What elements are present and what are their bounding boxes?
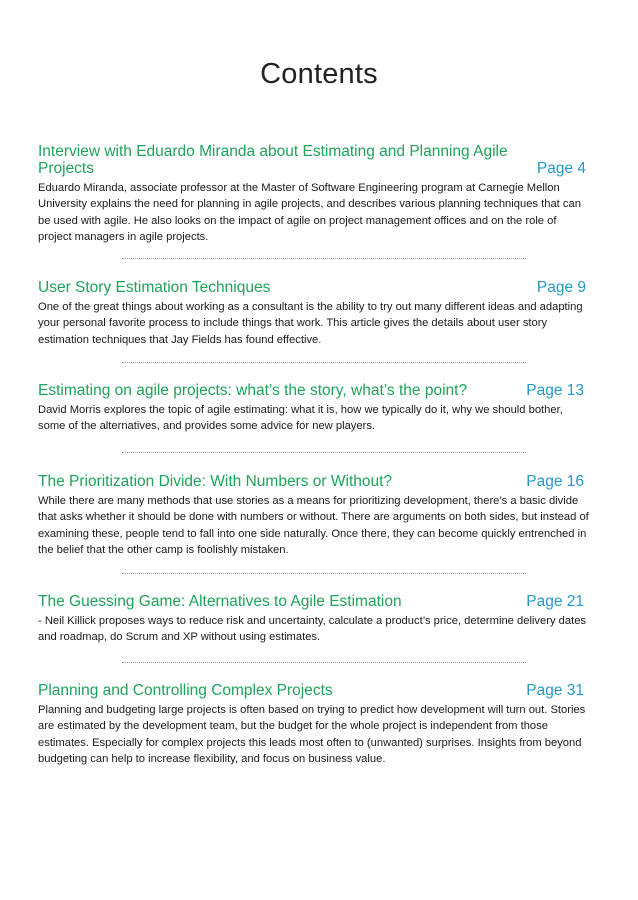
toc-entry-page[interactable]: Page 21 xyxy=(526,593,584,610)
dotted-divider xyxy=(122,452,526,453)
toc-entry[interactable] xyxy=(38,143,594,246)
toc-entry-page[interactable]: Page 16 xyxy=(526,473,584,490)
toc-entry[interactable] xyxy=(38,682,594,768)
toc-entry[interactable] xyxy=(38,279,594,348)
toc-entry-page[interactable]: Page 4 xyxy=(536,160,586,177)
toc-entry-title[interactable]: Planning and Controlling Complex Projects xyxy=(38,682,333,699)
toc-entry-title[interactable]: The Guessing Game: Alternatives to Agile Estimation xyxy=(38,593,402,610)
dotted-divider xyxy=(122,662,526,663)
toc-entry-description: - Neil Killick proposes ways to reduce risk and uncertainty, calculate a product’s price, determine delivery dates and roadmap, do Scrum and XP without using estimates. xyxy=(38,615,587,644)
dotted-divider xyxy=(122,573,526,574)
page-title: Contents xyxy=(260,58,378,90)
toc-entry-description: One of the great things about working as a consultant is the ability to try out many different ideas and adapting your personal favorite process to include things that work. This article gives the details about user story estimation techniques that Jay Fields has found effective. xyxy=(38,301,583,346)
toc-entry[interactable] xyxy=(38,382,594,435)
dotted-divider xyxy=(122,258,526,259)
dotted-divider xyxy=(122,362,526,363)
toc-entry-title[interactable]: Estimating on agile projects: what’s the story, what’s the point? xyxy=(38,382,468,399)
toc-entry-page[interactable]: Page 13 xyxy=(526,382,584,399)
toc-entry-description: Eduardo Miranda, associate professor at the Master of Software Engineering program at Carnegie Mellon University explains the need for planning in agile projects, and describes various planning techniques that can be used with agile. He also looks on the impact of agile on project management offices and on the role of project managers in agile projects. xyxy=(38,182,581,244)
toc-entry-description: David Morris explores the topic of agile estimating: what it is, how we typically do it, why we should bother, some of the alternatives, and provides some advice for new players. xyxy=(38,404,563,433)
toc-entry-title[interactable]: User Story Estimation Techniques xyxy=(38,279,271,296)
toc-entry[interactable] xyxy=(38,473,594,559)
toc-entry-title[interactable]: Interview with Eduardo Miranda about Estimating and Planning Agile Projects xyxy=(38,143,508,177)
toc-entry-page[interactable]: Page 31 xyxy=(526,682,584,699)
toc-entry-page[interactable]: Page 9 xyxy=(536,279,586,296)
toc-entry-title[interactable]: The Prioritization Divide: With Numbers or Without? xyxy=(38,473,393,490)
toc-entry-description: Planning and budgeting large projects is often based on trying to predict how development will turn out. Stories are estimated by the development team, but the budget for the whole project is independent from those estimates. Especially for complex projects this leads most often to (unwanted) surprises. Insights from beyond budgeting can help to increase flexibility, and focus on business value. xyxy=(38,704,586,766)
toc-entry[interactable] xyxy=(38,593,594,646)
toc-entry-description: While there are many methods that use stories as a means for prioritizing development, there’s a basic divide that asks whether it should be done with numbers or without. There are arguments on both sides, but instead of examining these, people tend to fall into one side naturally. Once there, they can become quickly entrenched in the belief that the other camp is foolishly mistaken. xyxy=(38,495,589,557)
